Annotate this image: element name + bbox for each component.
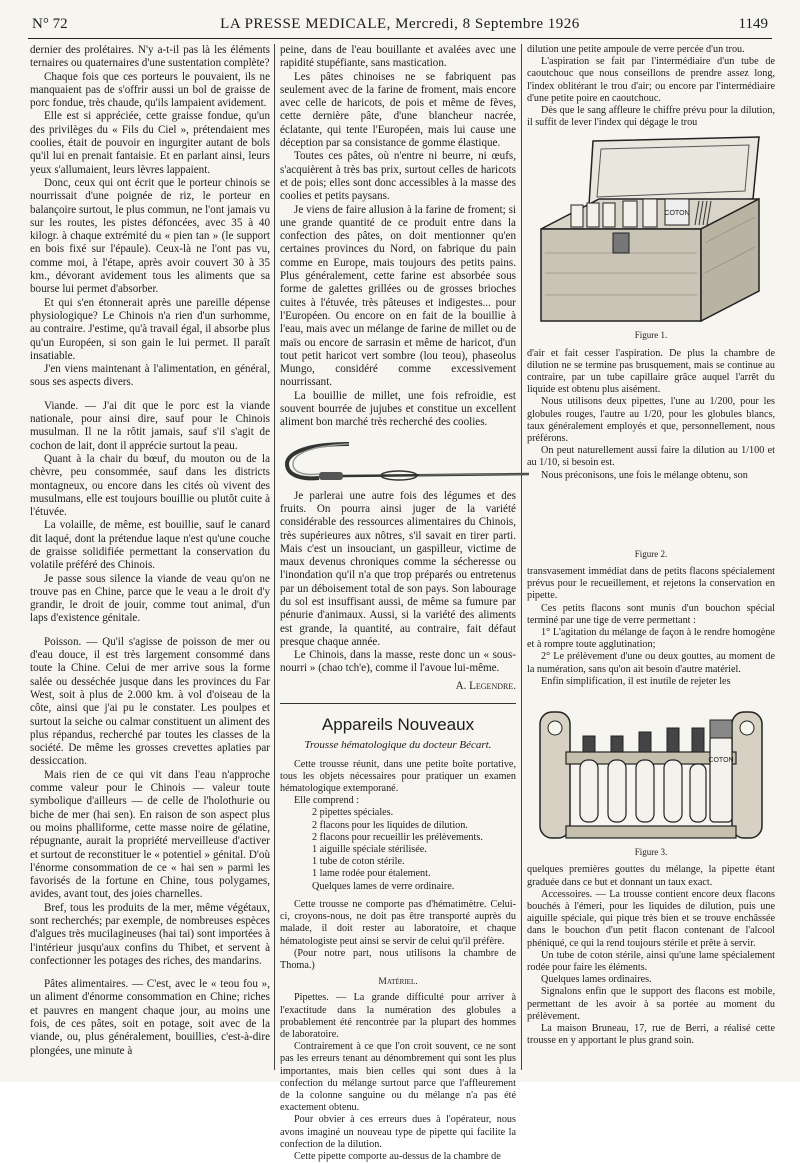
issue-number: N° 72 [32,16,68,32]
paragraph: Et qui s'en étonnerait après une pareille dépense physiologique? Le Chinois n'a rien d'un surhomme, au contraire. J'estime, qu'à travail égal, il absorbe plus qu'un Européen, si son gain le lui permet. Il paraît insatiable. [30,296,270,362]
flask-rack-figure-3 [536,692,766,842]
paragraph: Quant à la chair du bœuf, du mouton ou de la chèvre, peu consommée, sauf dans les districts montagneux, ou encore dans les cités où vivent des musulmans, elle est toujours bouillie ou plutôt cuite à l'étuvée. [30,452,270,519]
paragraph: Pour obvier à ces erreurs dues à l'opérateur, nous avons imaginé un nouveau type de pipette qui facilite la confection de la dilution. [280,1114,516,1150]
paragraph: Cette trousse ne comporte pas d'hématimètre. Celui-ci, croyons-nous, ne doit pas être transporté auprès du malade, il doit rester au laboratoire, et chaque hématologiste peut ainsi se servir de celui qu'il préfère. [280,898,516,947]
column-middle [280,44,516,1162]
paragraph: Cette pipette comporte au-dessus de la chambre de [294,1150,501,1162]
paragraph: J'en viens maintenant à l'alimentation, en général, sous ses aspects divers. [30,363,270,389]
paragraph: Toutes ces pâtes, où n'entre ni beurre, ni œufs, s'acquièrent à très bas prix, surtout celles de haricots et de pois; elles sont donc accessibles à la masse des coolies et petits paysans. [280,150,516,203]
list-item: Quelques lames de verre ordinaire. [312,880,455,892]
list-item: 1 aiguille spéciale stérilisée. [312,844,427,856]
pipette-figure-2 [279,434,534,490]
paragraph: Je parlerai une autre fois des légumes et des fruits. On pourra ainsi juger de la variété considérable des ressources alimentaires du Chinois, très supérieures aux nôtres, s'il savait en tirer parti. Mais c'est un insouciant, un gaspilleur, victime de maux devenus chroniques comme la sécheresse ou l'inondation qu'il n'a que trop préparés ou entretenus par un déboisement total de son pays. Son labourage du sol est insuffisant aussi, de même sa fumure par pénurie d'animaux. Aussi, si la variété des aliments est grande, la quantité, au contraire, fait défaut presque chaque année. [280,489,516,648]
paragraph-pates: Pâtes alimentaires. — C'est, avec le « teou fou », un aliment d'énorme consommation en Chine; riches et pauvres en mangent chaque jour, au moins une fois, de ces pâtes, soit en potage, soit avec de la viande, ou, plus généralement, bouillies, c'est-à-dire plongées, une minute à [30,978,270,1057]
kit-contents-list [312,807,516,892]
paragraph: La bouillie de millet, une fois refroidie, est souvent bourrée de jujubes et constitue un excellent aliment bon marché très recherché des coolies. [280,389,516,429]
paragraph: Signalons enfin que le support des flacons est mobile, permettant de les avoir à sa portée au moment du prélèvement. [527,986,775,1022]
column-separator-2 [521,44,522,1070]
column-separator-1 [274,44,275,1070]
paragraph: On peut naturellement aussi faire la dilution au 1/100 et au 1/10, si besoin est. [527,445,775,469]
paragraph: Elle comprend : [294,795,360,807]
paragraph: L'aspiration se fait par l'intermédiaire d'un tube de caoutchouc que nous conseillons de prendre assez long, l'index oblitérant le trou d'air; ou encore par l'intermédiaire d'une petite poire en caoutchouc. [527,56,775,104]
paragraph: Donc, ceux qui ont écrit que le porteur chinois se nourrissait d'une poignée de riz, le porteur en balançoire surtout, le plus commun, ne l'ont jamais vu sur les routes, les pistes défoncées, avec 35 à 40 kilogr. à chaque extrémité du « pien tan » (le support en bois fixé sur l'épaule). Ceux-là ne l'ont pas vu, comme moi, à l'étape, après avoir couvert 30 à 35 km., dévorant avidement tous les aliments que sa bourse lui permet d'absorber. [30,176,270,296]
paragraph: Les pâtes chinoises ne se fabriquent pas seulement avec de la farine de froment, mais encore avec celle de haricots, de pois et même de fèves, cette dernière pâte, d'une blancheur nacrée, éclatante, qui tente l'Européen, mais lui cause une déception par sa consistance de gomme élastique. [280,70,516,150]
paragraph: La volaille, de même, est bouillie, sauf le canard dit laqué, dont la prétendue laque n'est qu'une couche de graisse solidifiée permettant la conservation du volatile préféré des Chinois. [30,519,270,572]
paragraph: 1° L'agitation du mélange de façon à le rendre homogène et à rompre toute agglutination; [527,627,775,651]
list-item: 2 pipettes spéciales. [312,807,394,819]
paragraph: dernier des prolétaires. N'y a-t-il pas là les éléments ternaires ou quaternaires d'une sustentation complète? [30,44,270,70]
paragraph: Cette trousse réunit, dans une petite boîte portative, tous les objets nécessaires pour pratiquer un examen hématologique extemporané. [280,758,516,795]
paragraph: transvasement immédiat dans de petits flacons spécialement prévus pour le recueillement, et rejetons la conservation en pipette. [527,566,775,602]
paragraph: Nous utilisons deux pipettes, l'une au 1/200, pour les globules rouges, l'autre au 1/20, pour les globules blancs, taux généralement employés et que, personnellement, nous préférons. [527,396,775,445]
coton-label: COTON [708,757,734,765]
list-item: 2 flacons pour recueillir les prélèvements. [312,831,483,843]
header-rule [28,38,772,39]
paragraph: Nous préconisons, une fois le mélange obtenu, son [541,469,748,481]
column-right [527,44,775,1070]
paragraph: d'air et fait cesser l'aspiration. De plus la chambre de dilution ne se termine pas brusquement, mais se continue au contraire, par un tube capillaire grâce auquel l'arrêt du liquide est obtenu plus aisément. [527,347,775,396]
list-item: 2 flacons pour les liquides de dilution. [312,819,468,831]
coton-label: COTON [664,210,690,218]
figure-caption: Figure 3. [634,847,668,858]
paragraph: peine, dans de l'eau bouillante et avalées avec une rapidité stupéfiante, sans mastication. [280,44,516,70]
paragraph: Le Chinois, dans la masse, reste donc un « sous-nourri » (chao tch'e), comme il l'avoue lui-même. [280,649,516,675]
subheading-materiel: Matériel. [378,977,418,988]
paragraph: Mais rien de ce qui vit dans l'eau n'approche comme valeur pour le Chinois — valeur toute symbolique d'ailleurs — de celle de l'holothurie ou biche de mer (hai sen). En raison de son aspect plus ou moins phalliforme, cette masse noire de gélatine, répugnante, aurait la propriété merveilleuse d'activer et surtout de reconstituer le « potentiel » génital. D'où l'énorme consommation de ce « hai sen » parmi les favorisés de la fortune en Chine, tous polygames, avides, avant tout, des joies charnelles. [30,768,270,901]
paragraph: Chaque fois que ces porteurs le pouvaient, ils ne manquaient pas de s'offrir aussi un bol de graisse de porc fondue, très chaude, qu'ils lampaient avidement. [30,70,270,110]
paragraph: Quelques lames ordinaires. [541,974,652,986]
list-item: 1 lame rodée pour étalement. [312,868,431,880]
paragraph-poisson: Poisson. — Qu'il s'agisse de poisson de mer ou d'eau douce, il est très largement consommé dans toute la Chine. Celui de mer arrive sous la forme salée ou desséchée jusque dans les provinces du Far West, soit à plus de 2.000 km. à vol d'oiseau de la côte, ainsi que j'ai pu le constater. Les poulpes et surtout la seiche ou calmar constituent un aliment des plus répandus, recherché par toutes les classes de la société. De même les grosses crevettes aplaties par dessiccation. [30,635,270,768]
paragraph: Contrairement à ce que l'on croit souvent, ce ne sont pas les erreurs tenant au dénombrement qui sont les plus importantes, mais bien celles qui sont dues à la confection du mélange surtout parce que l'affleurement de la colonne sanguine ou du mélange n'a pas été exactement obtenu. [280,1041,516,1114]
paragraph-viande: Viande. — J'ai dit que le porc est la viande nationale, pour ainsi dire, sauf pour le Chinois musulman. Il ne la rôtit jamais, sauf s'il s'agit de cochon de lait, dont il apprécie surtout la peau. [30,399,270,452]
section-rule [280,703,516,704]
journal-title: LA PRESSE MEDICALE, Mercredi, 8 Septembre 1926 [220,16,580,32]
paragraph: Enfin simplification, il est inutile de rejeter les [541,675,731,687]
figure-caption: Figure 1. [634,330,668,341]
author-signature: A. Legendre. [455,679,516,692]
column-left [30,44,270,1070]
paragraph: La maison Bruneau, 17, rue de Berri, a réalisé cette trousse en y apportant le plus grand soin. [527,1022,775,1047]
paragraph: dilution une petite ampoule de verre percée d'un trou. [527,44,745,55]
paragraph: Bref, tous les produits de la mer, même végétaux, sont recherchés; par exemple, de nombreuses espèces d'algues très mucilagineuses (hai tai) sont importées à l'intérieur jusqu'aux confins du Thibet, et servent à confectionner les potages des riches, des mandarins. [30,901,270,967]
page-number: 1149 [738,16,768,32]
paragraph: Ces petits flacons sont munis d'un bouchon spécial terminé par une tige de verre permettant : [527,602,775,626]
article-subtitle: Trousse hématologique du docteur Bécart. [304,739,492,752]
paragraph: Pipettes. — La grande difficulté pour arriver à l'exactitude dans la numération des globules a probablement été rencontrée par la plupart des hommes de laboratoire. [280,992,516,1040]
page-header [28,14,772,36]
paragraph: Je passe sous silence la viande de veau qu'on ne trouve pas en Chine, parce que le veau a le droit d'y grandir, le droit de jouir, comme tout animal, d'un laps d'existence génitale. [30,572,270,625]
paragraph-accessoires: Accessoires. — La trousse contient encore deux flacons bouchés à l'émeri, pour les liquides de dilution, puis une aiguille spéciale, qui pique très bien et se trouve enchâssée dans le bouchon d'un petit flacon contenant de l'alcool phéniqué, ce qui la rend toujours stérile et prête à servir. [527,888,775,949]
figure-caption: Figure 2. [634,548,668,559]
paragraph: quelques premières gouttes du mélange, la pipette étant graduée dans ce but et donnant un taux exact. [527,864,775,888]
paragraph: Elle est si appréciée, cette graisse fondue, qu'un des privilèges du « Fils du Ciel », prétendaient mes coolies, était de pouvoir en ingurgiter autant de bols qu'il lui en prenait fantaisie. Et en parlant ainsi, leurs yeux s'allumaient, leurs lèvres lappaient. [30,110,270,176]
paragraph: Je viens de faire allusion à la farine de froment; si une grande quantité de ce produit entre dans la confection des pâtes, on doit mentionner qu'en certaines provinces du Nord, on fabrique du pain comme en Europe, mais toujours des petits pains. Plus généralement, cette farine est absorbée sous forme de galettes grillées ou de grosses brioches cuites à l'étuvée, très pâteuses et indigestes... pour l'Européen. Ou encore on en fait de la bouillie à l'eau, mais avec un mélange de farine de millet ou de maïs ou encore de sarrasin et même de haricot, d'un tout petit haricot vert sombre (lou teou), phaseolus Mungo, considéré comme excessivement nourrissant. [280,203,516,389]
paragraph: Dès que le sang affleure le chiffre prévu pour la dilution, il suffit de lever l'index qui dégage le trou [527,105,775,129]
paragraph: (Pour notre part, nous utilisons la chambre de Thoma.) [280,947,516,971]
paragraph: Un tube de coton stérile, ainsi qu'une lame spécialement rodée pour faire les éléments. [527,949,775,973]
section-title: Appareils Nouveaux [321,715,475,735]
list-item: 1 tube de coton stérile. [312,856,405,868]
paragraph: 2° Le prélèvement d'une ou deux gouttes, au moment de la numération, sans qu'on ait besoin d'autre matériel. [527,651,775,675]
kit-box-figure-1 [531,133,771,325]
